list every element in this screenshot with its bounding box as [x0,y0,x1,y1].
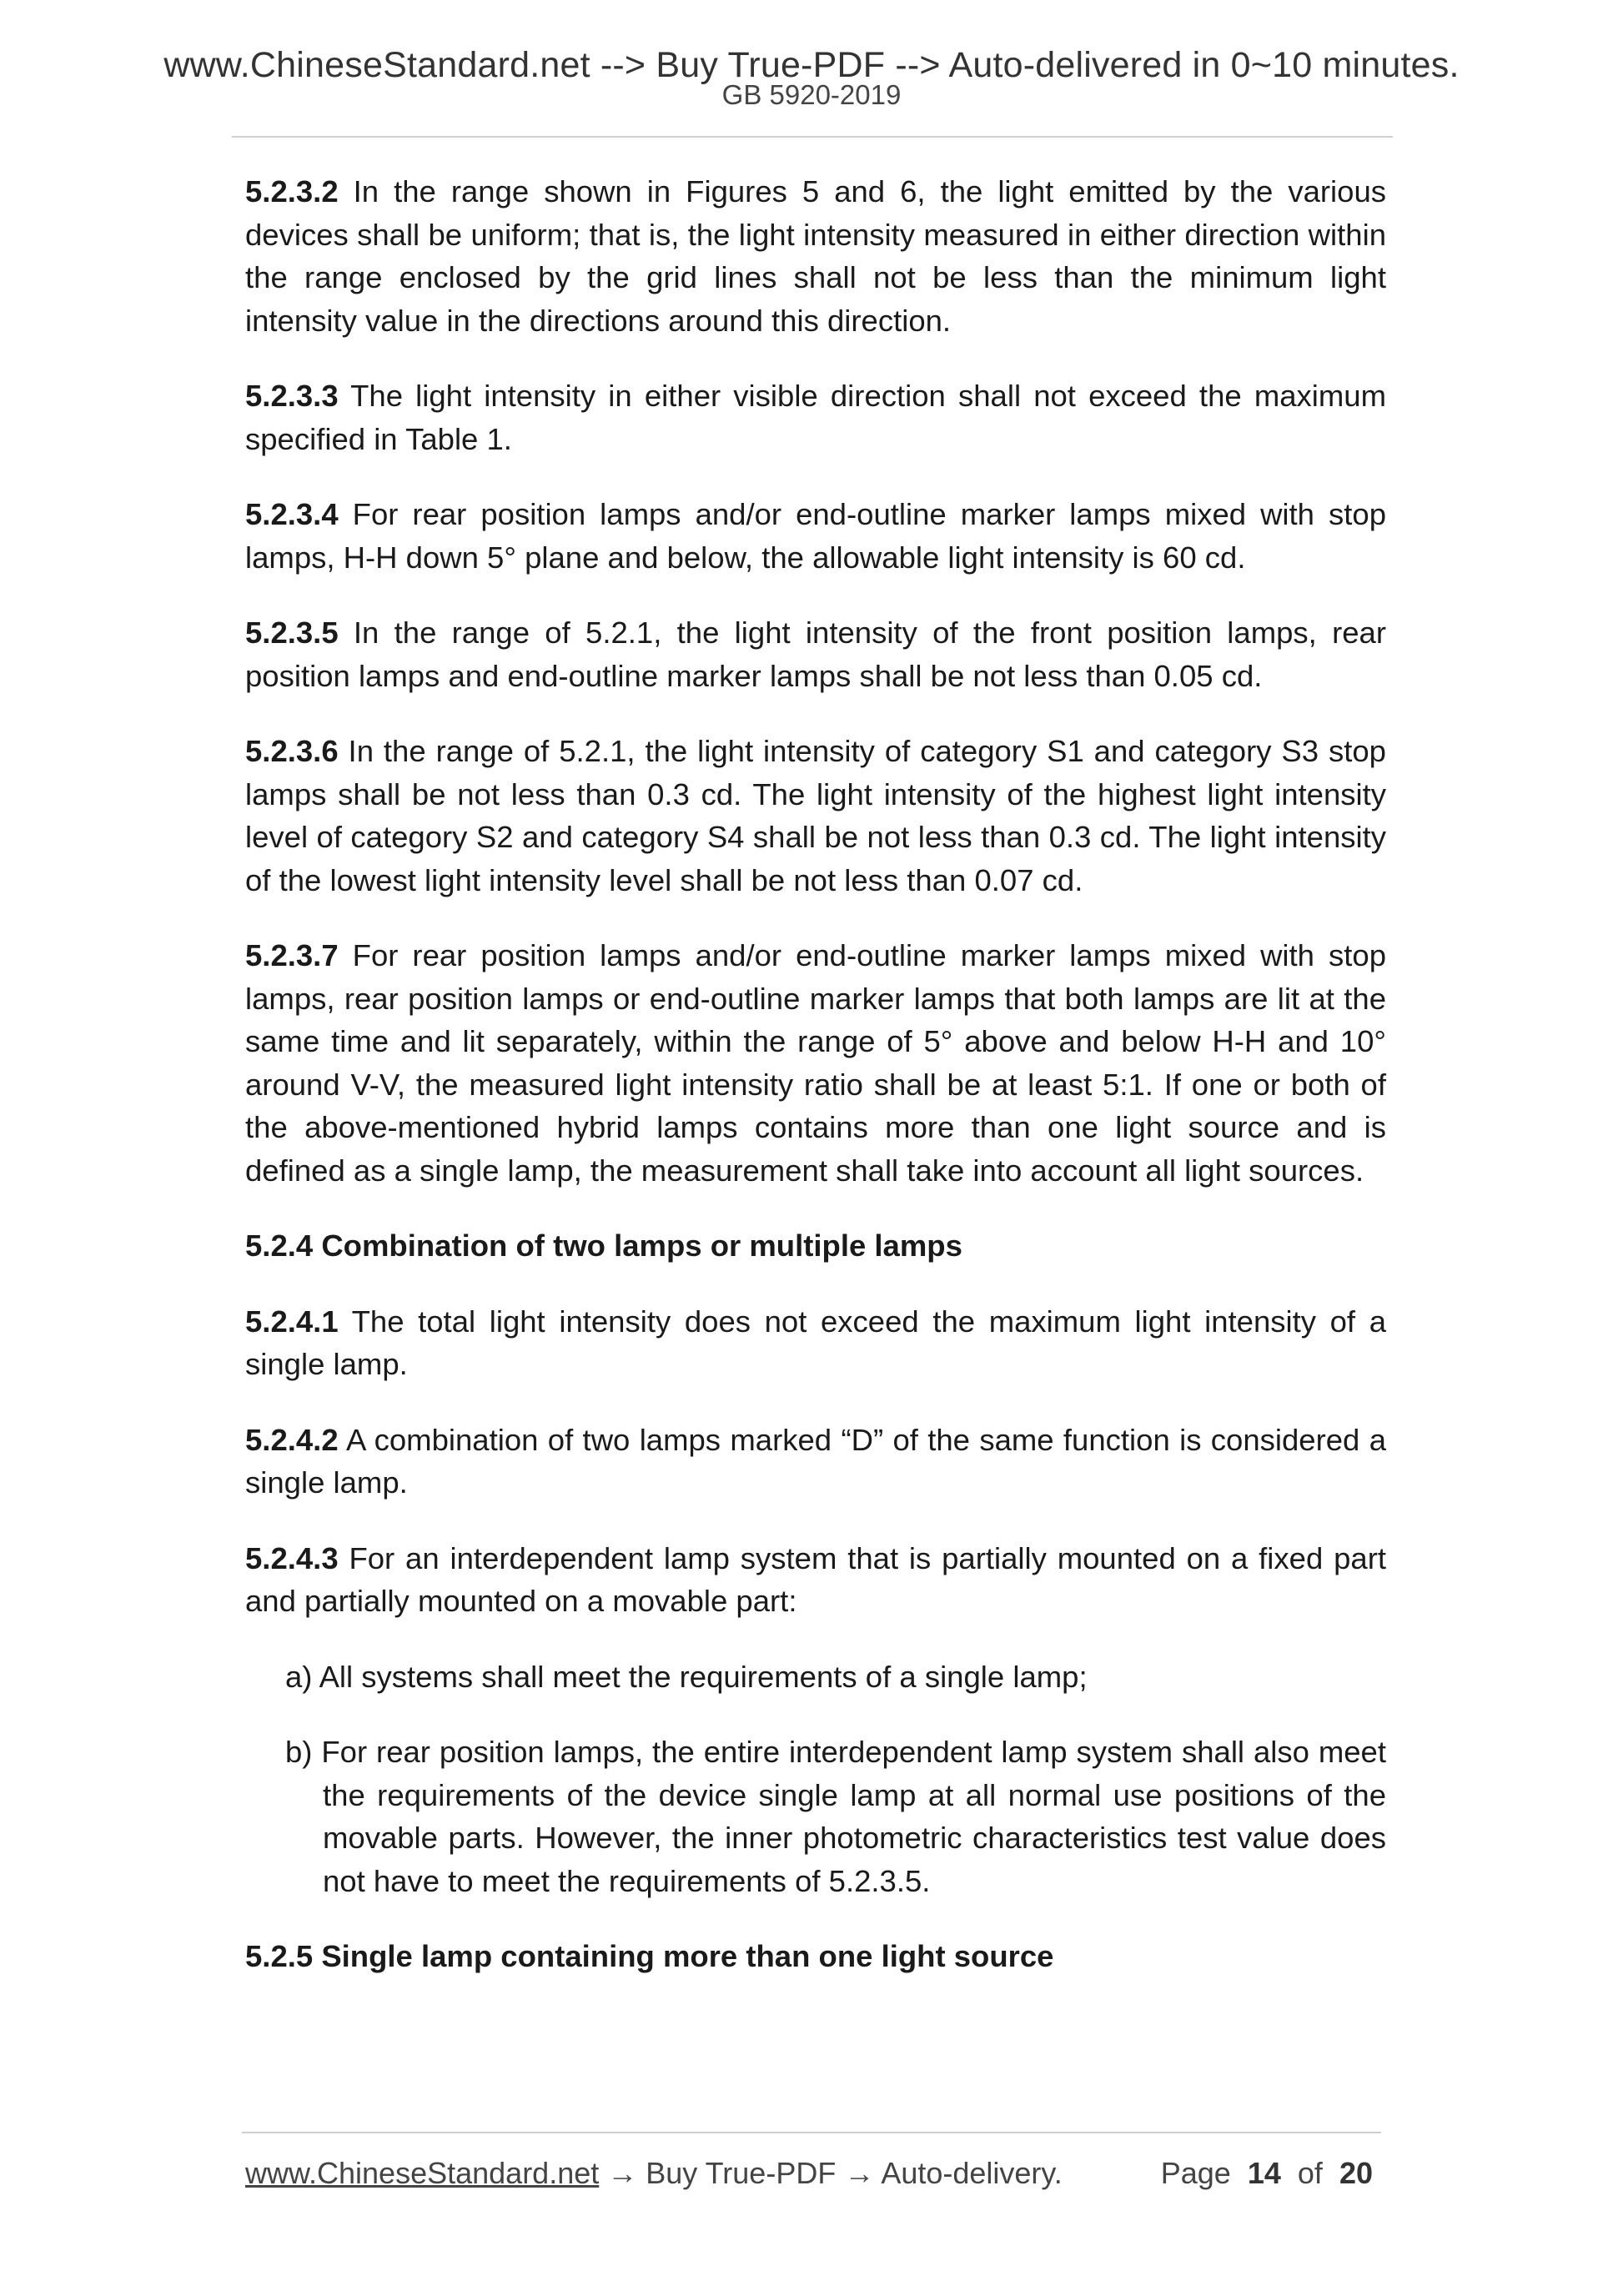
list-item-b: b) For rear position lamps, the entire interdependent lamp system shall also meet the requirements of the device single lamp at all normal use positions of the movable parts. However, the inner photometric characteristics test value does not have to meet the requirements of 5.2.3.5. [285,1735,1386,1898]
clause-5-2-4-1 [245,1300,1386,1386]
clause-number: 5.2.3.5 [245,615,339,650]
page-header [0,43,1623,110]
clause-number: 5.2.3.3 [245,379,339,413]
list-item-a: a) All systems shall meet the requirements of a single lamp; [285,1659,1088,1694]
clause-5-2-3-4 [245,493,1386,579]
clause-5-2-3-3 [245,374,1386,460]
clause-5-2-3-5 [245,611,1386,697]
clause-number: 5.2.4.3 [245,1540,339,1575]
page-number [1161,2155,1373,2192]
clause-5-2-3-6 [245,730,1386,902]
current-page: 14 [1247,2156,1281,2190]
clause-text: In the range of 5.2.1, the light intensity of category S1 and category S3 stop lamps shall be not less than 0.3 cd. The light intensity of the highest light intensity level of category S2 and category S4 shall be not less than 0.3 cd. The light intensity of the lowest light intensity level shall be not less than 0.07 cd. [245,734,1386,897]
clause-5-2-4-2 [245,1419,1386,1505]
clause-text: For rear position lamps and/or end-outline marker lamps mixed with stop lamps, H-H down 5° plane and below, the allowable light intensity is 60 cd. [245,497,1386,575]
document-body [245,170,1386,2011]
footer-promo [245,2155,1063,2192]
clause-number: 5.2.3.2 [245,174,339,208]
clause-text: In the range shown in Figures 5 and 6, the light emitted by the various devices shall be uniform; that is, the light intensity measured in either direction within the range enclosed by the grid lines shall not be less than the minimum light intensity value in the directions around this direction. [245,174,1386,338]
clause-number: 5.2.3.4 [245,497,339,531]
clause-5-2-3-7 [245,934,1386,1192]
standard-number: GB 5920-2019 [721,79,902,110]
header-divider [232,136,1393,138]
footer-divider [242,2132,1381,2133]
clause-text: In the range of 5.2.1, the light intensity of the front position lamps, rear position lamps and end-outline marker lamps shall be not less than 0.05 cd. [245,615,1386,693]
clause-number: 5.2.3.7 [245,938,339,972]
of-label: of [1297,2156,1323,2190]
total-pages: 20 [1339,2156,1373,2190]
clause-5-2-4-3 [245,1537,1386,1623]
clause-text: A combination of two lamps marked “D” of the same function is considered a single lamp. [245,1422,1386,1500]
clause-text: The light intensity in either visible direction shall not exceed the maximum specified in Table 1. [245,379,1386,456]
footer-site-link[interactable]: www.ChineseStandard.net [245,2156,600,2190]
clause-number: 5.2.4.1 [245,1304,339,1339]
clause-text: The total light intensity does not exceed the maximum light intensity of a single lamp. [245,1304,1386,1381]
clause-text: For an interdependent lamp system that is partially mounted on a fixed part and partially mounted on a movable part: [245,1540,1386,1618]
clause-text: For rear position lamps and/or end-outline marker lamps mixed with stop lamps, rear position lamps or end-outline marker lamps that both lamps are lit at the same time and lit separately, within the range of 5° above and below H-H and 10° around V-V, the measured light intensity ratio shall be at least 5:1. If one or both of the above-mentioned hybrid lamps contains more than one light source and is defined as a single lamp, the measurement shall take into account all light sources. [245,938,1386,1188]
clause-number: 5.2.4.2 [245,1422,339,1457]
section-heading-5-2-5: 5.2.5 Single lamp containing more than one light source [245,1939,1054,1973]
page-label: Page [1160,2156,1231,2190]
clause-5-2-3-2 [245,170,1386,342]
clause-number: 5.2.3.6 [245,734,339,768]
footer-promo-text: → Buy True-PDF → Auto-delivery. [599,2156,1063,2190]
header-banner: www.ChineseStandard.net --> Buy True-PDF --> Auto-delivered in 0~10 minutes. [163,45,1460,85]
section-heading-5-2-4: 5.2.4 Combination of two lamps or multiple lamps [245,1228,962,1263]
